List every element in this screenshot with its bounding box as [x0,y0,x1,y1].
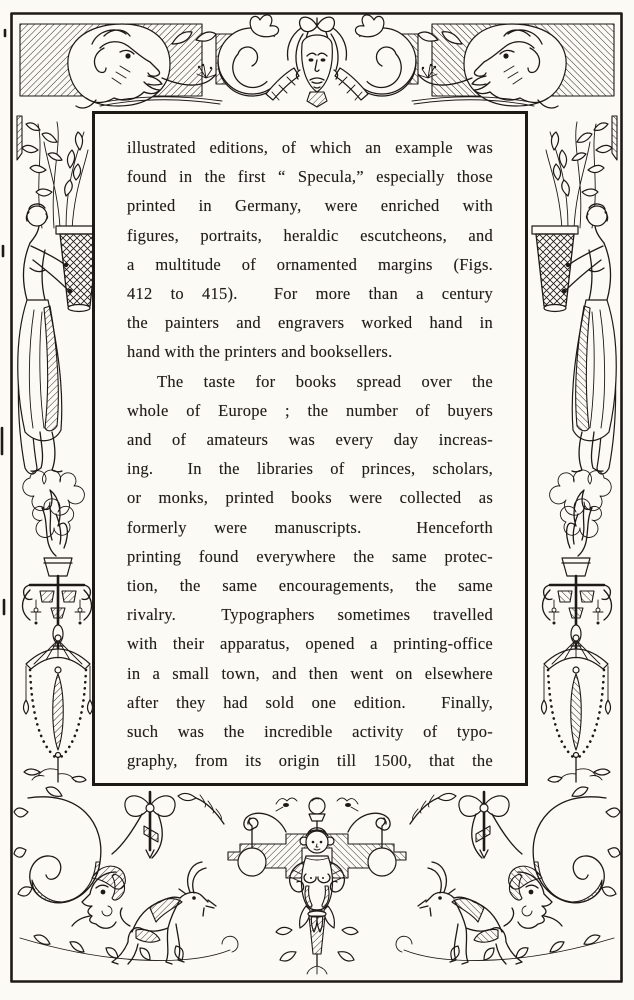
text-line: printed in Germany, were enriched with [127,196,493,216]
text-line: or monks, printed books were collected as [127,488,493,508]
text-line: found in the first “ Specula,” especially those [127,167,493,187]
text-line: in a small town, and then went on elsewhere [127,663,493,683]
text-line: with their apparatus, opened a printing-office [127,634,493,654]
scan-artifacts [2,30,5,614]
text-line: ing. In the libraries of princes, scholars, [127,459,493,479]
left-border-caryatid-panel [17,116,102,782]
tragic-mask-icon [263,17,371,108]
text-line: tion, the same encouragements, the same [127,576,493,596]
right-border-caryatid-panel [532,116,617,782]
text-line: illustrated editions, of which an example was [127,138,493,157]
bead-canopy-icon [24,635,93,782]
text-line: and of amateurs was every day increas- [127,430,493,450]
text-line: figures, portraits, heraldic escutcheons, and [127,225,493,245]
goat-icon [112,862,216,964]
text-line: 412 to 415). For more than a century [127,284,493,304]
paragraph-1 [127,133,493,367]
grotesque-profile-face-icon [68,24,170,108]
text-line: a multitude of ornamented margins (Figs. [127,254,493,274]
top-border-right [348,15,614,108]
text-panel [92,111,528,786]
text-line: formerly were manuscripts. Henceforth [127,517,493,537]
herm-figure-icon [290,798,345,974]
bottom-border-left [14,787,312,964]
paragraph-2 [127,367,493,776]
text-line: whole of Europe ; the number of buyers [127,400,493,420]
grotesque-mask-icon [72,866,125,928]
text-line: hand with the printers and booksellers. [127,342,393,362]
text-line: the painters and engravers worked hand in [127,313,493,333]
text-line: graphy, from its origin till 1500, that the [127,751,493,771]
spiral-scroll-icon [14,787,101,903]
ribbon-bow-icon [112,792,175,858]
bird-icon [276,798,297,811]
top-border-left [20,15,286,108]
strapwork-cartouche-icon [228,813,312,878]
text-line: such was the incredible activity of typo- [127,722,493,742]
bottom-border-right [322,787,620,964]
text-line: after they had sold one edition. Finally, [127,692,493,712]
text-line: rivalry. Typographers sometimes travelled [127,605,493,625]
twisted-cone-icon [178,793,224,824]
text-line: The taste for books spread over the [157,371,493,391]
text-line: printing found everywhere the same protec- [127,546,493,566]
